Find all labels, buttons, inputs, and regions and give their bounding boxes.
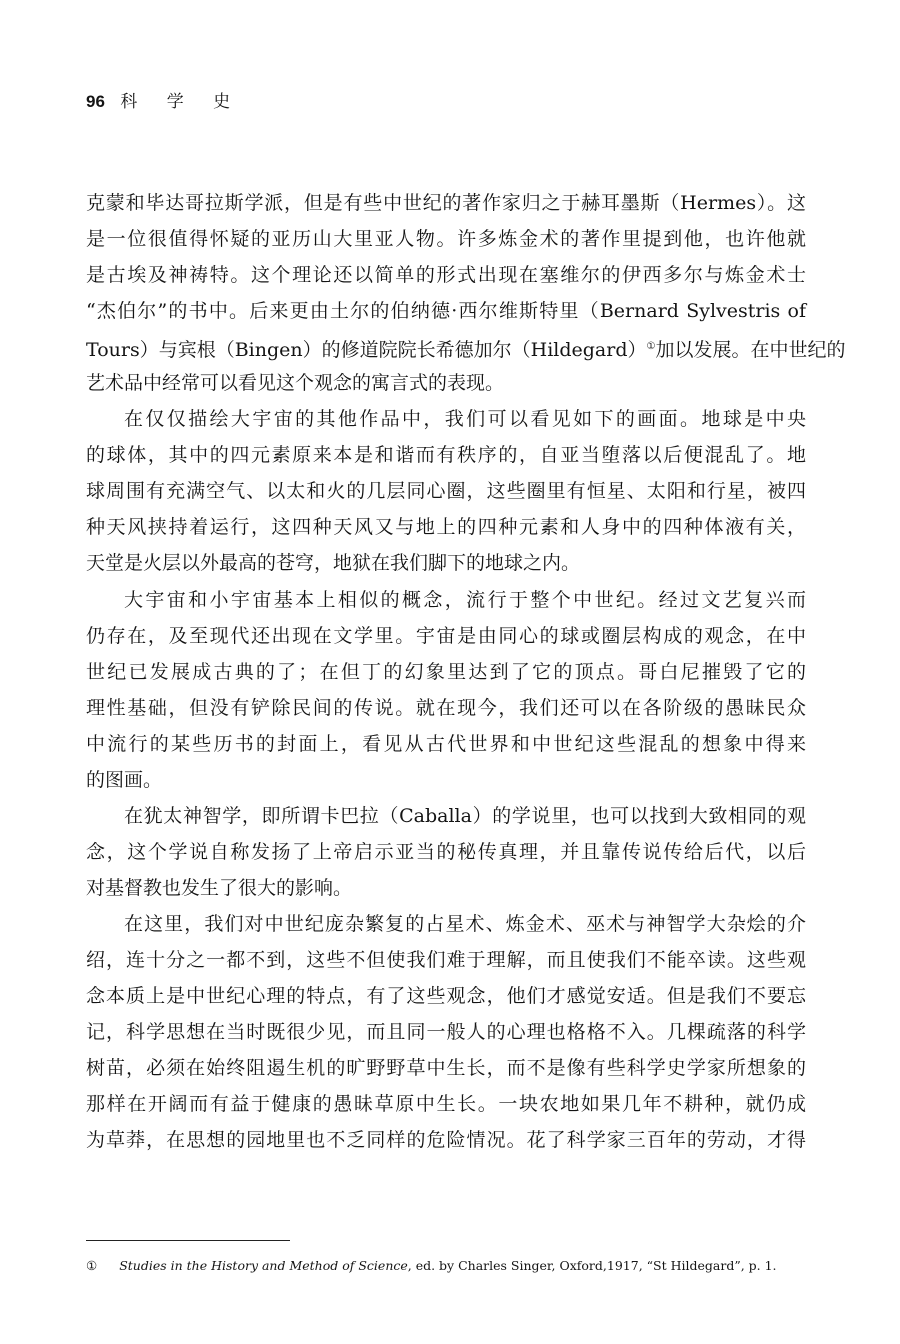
- text-line: 在仅仅描绘大宇宙的其他作品中，我们可以看见如下的画面。地球是中央: [124, 408, 806, 431]
- footnote-citation: , ed. by Charles Singer, Oxford,1917, “St Hildegard”, p. 1.: [407, 1258, 777, 1273]
- footnote-rule: [86, 1240, 290, 1241]
- footnote-ref: ①: [646, 341, 656, 353]
- text-line: 对基督教也发生了很大的影响。: [86, 876, 353, 899]
- text-line: 在这里，我们对中世纪庞杂繁复的占星术、炼金术、巫术与神智学大杂烩的介: [124, 912, 806, 935]
- text-line: 是一位很值得怀疑的亚历山大里亚人物。许多炼金术的著作里提到他，也许他就: [86, 228, 806, 251]
- text-line: 天堂是火层以外最高的苍穹，地狱在我们脚下的地球之内。: [86, 552, 581, 575]
- footnote-book-title: Studies in the History and Method of Science: [119, 1258, 408, 1273]
- page-number: 96: [86, 92, 105, 111]
- text-line: 是古埃及神祷特。这个理论还以简单的形式出现在塞维尔的伊西多尔与炼金术士: [86, 264, 806, 287]
- text-line: 中流行的某些历书的封面上，看见从古代世界和中世纪这些混乱的想象中得来: [86, 732, 806, 755]
- text-line: 克蒙和毕达哥拉斯学派，但是有些中世纪的著作家归之于赫耳墨斯（Hermes）。这: [86, 192, 806, 214]
- text-line: 大宇宙和小宇宙基本上相似的概念，流行于整个中世纪。经过文艺复兴而: [124, 588, 806, 611]
- footnote-mark: ①: [86, 1258, 98, 1273]
- text-line: 树苗，必须在始终阻遏生机的旷野野草中生长，而不是像有些科学史学家所想象的: [86, 1057, 806, 1080]
- text-line: 的图画。: [86, 768, 163, 791]
- text-line: 的球体，其中的四元素原来本是和谐而有秩序的，自亚当堕落以后便混乱了。地: [86, 444, 806, 467]
- text-line: Tours）与宾根（Bingen）的修道院院长希德加尔（Hildegard）①加以发展。在中世纪的: [86, 339, 846, 362]
- text-line: 世纪已发展成古典的了；在但丁的幻象里达到了它的顶点。哥白尼摧毁了它的: [86, 660, 806, 683]
- running-header: [86, 90, 242, 114]
- text-line: 绍，连十分之一都不到，这些不但使我们难于理解，而且使我们不能卒读。这些观: [86, 948, 806, 971]
- text-line: 种天风挟持着运行，这四种天风又与地上的四种元素和人身中的四种体液有关，: [86, 516, 806, 539]
- text-line: 那样在开阔而有益于健康的愚昧草原中生长。一块农地如果几年不耕种，就仍成: [86, 1093, 806, 1116]
- text-line: 念，这个学说自称发扬了上帝启示亚当的秘传真理，并且靠传说传给后代，以后: [86, 840, 806, 863]
- text-line: 记，科学思想在当时既很少见，而且同一般人的心理也格格不入。几棵疏落的科学: [86, 1021, 806, 1044]
- running-title: 科 学 史: [120, 92, 243, 112]
- text-line: 艺术品中经常可以看见这个观念的寓言式的表现。: [86, 372, 505, 395]
- text-line: “杰伯尔”的书中。后来更由土尔的伯纳德·西尔维斯特里（Bernard Sylvestris of: [86, 300, 806, 323]
- text-line: 在犹太神智学，即所谓卡巴拉（Caballa）的学说里，也可以找到大致相同的观: [124, 804, 806, 827]
- text-line: 仍存在，及至现代还出现在文学里。宇宙是由同心的球或圈层构成的观念，在中: [86, 624, 806, 647]
- footnote: [86, 1256, 816, 1276]
- text-line: 理性基础，但没有铲除民间的传说。就在现今，我们还可以在各阶级的愚昧民众: [86, 696, 806, 719]
- body-text: [86, 185, 846, 1158]
- text-line: 为草莽，在思想的园地里也不乏同样的危险情况。花了科学家三百年的劳动，才得: [86, 1129, 806, 1152]
- text-line: 球周围有充满空气、以太和火的几层同心圈，这些圈里有恒星、太阳和行星，被四: [86, 480, 806, 503]
- text-line: 念本质上是中世纪心理的特点，有了这些观念，他们才感觉安适。但是我们不要忘: [86, 985, 806, 1008]
